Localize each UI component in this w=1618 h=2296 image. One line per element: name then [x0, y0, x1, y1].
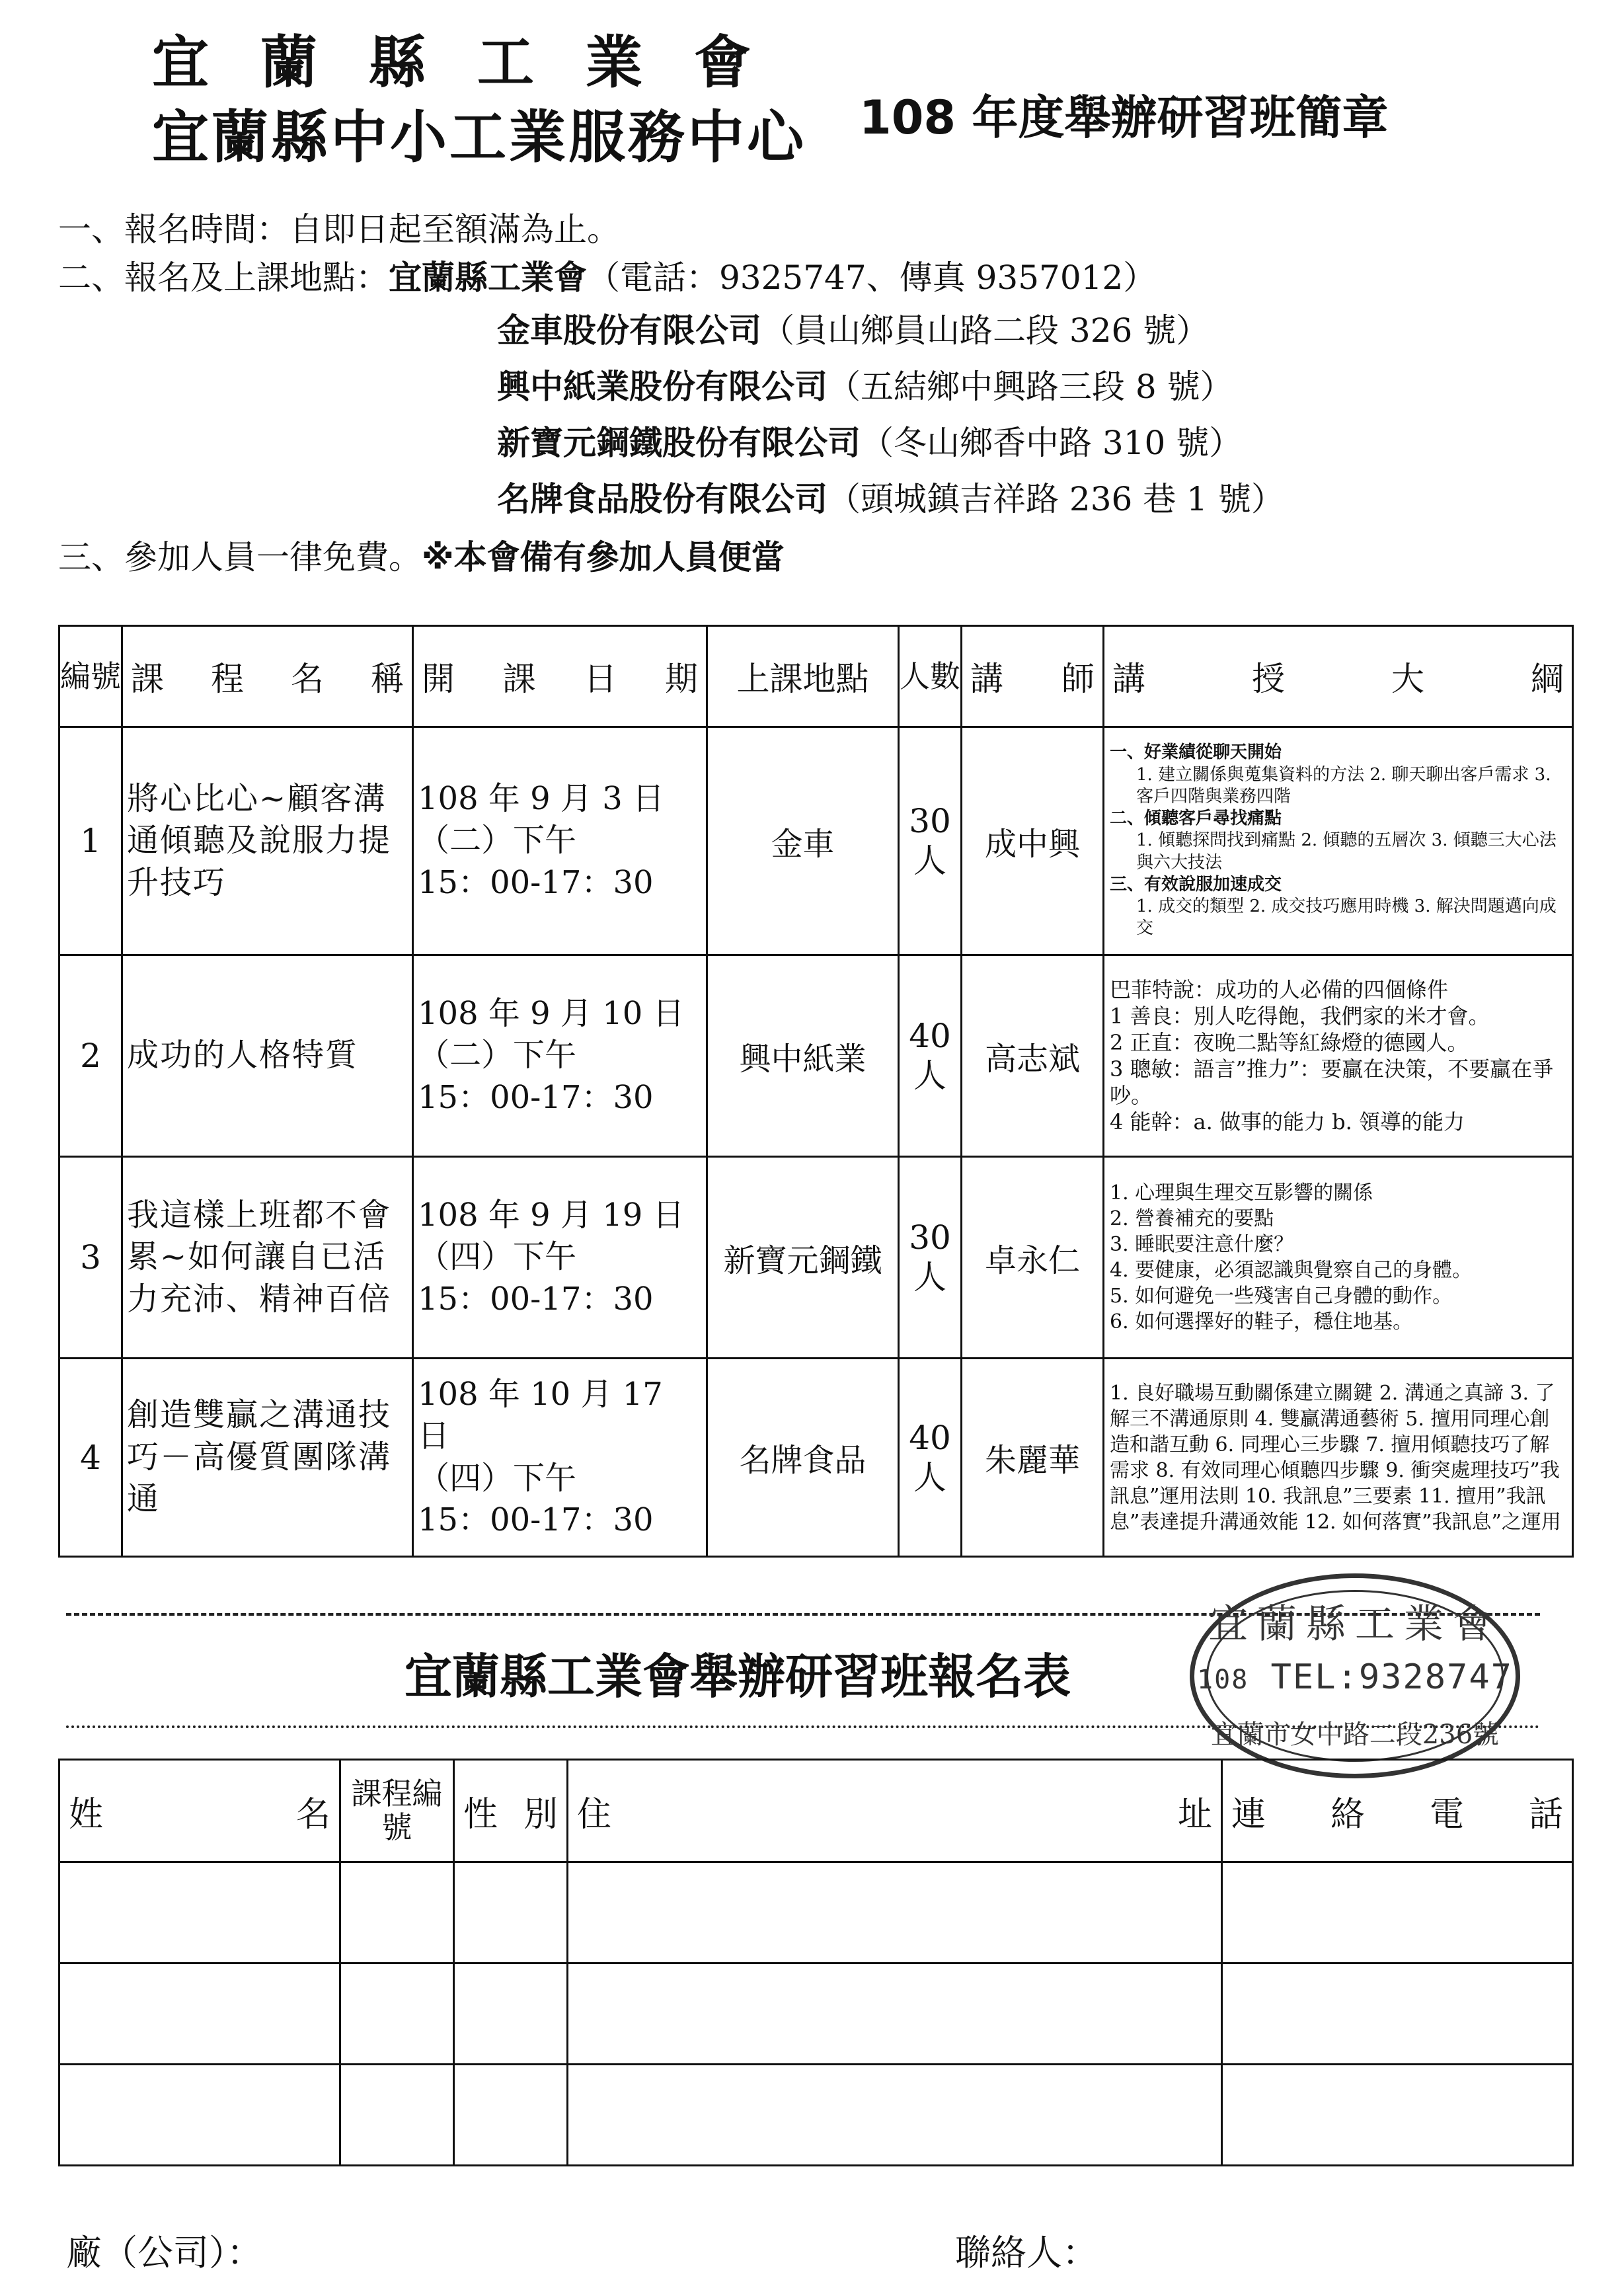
outline-line: 4 能幹：a. 做事的能力 b. 領導的能力	[1110, 1109, 1465, 1134]
course-count: 30 人	[899, 1157, 962, 1359]
course-count: 30 人	[899, 727, 962, 955]
course-teacher: 朱麗華	[962, 1359, 1104, 1557]
outline-line: 三、有效說服加速成交	[1110, 874, 1282, 894]
course-date: 108 年 10 月 17 日 （四）下午 15：00-17：30	[413, 1359, 707, 1557]
course-name: 將心比心~顧客溝通傾聽及說服力提升技巧	[122, 727, 413, 955]
seal-phone: 108 TEL:9328747	[1197, 1657, 1513, 1697]
header-location: 上課地點	[707, 626, 899, 727]
outline-line: 4. 要健康，必須認識與覺察自己的身體。	[1110, 1259, 1473, 1282]
course-name: 創造雙贏之溝通技巧－高優質團隊溝通	[122, 1359, 413, 1557]
seal-address: 宜蘭市女中路二段236號	[1210, 1720, 1500, 1750]
participation-note	[58, 538, 785, 576]
outline-line: 1. 良好職場互動關係建立關鍵 2. 溝通之真諦 3. 了解三不溝通原則 4. 雙贏溝通藝術 5. 擅用同理心創造和諧互動 6. 同理心三步驟 7. 擅用傾聽技巧了解需求 8. 有效同理心傾聽四步驟 9. 衝突處理技巧”我訊息”運用法則 10. 我訊息”三要素 11. 擅用”我訊息”表達提升溝通效能 12. 如何落實”我訊息”之運用	[1110, 1381, 1561, 1534]
venue-2	[497, 368, 1233, 406]
outline-line: 2. 營養補充的要點	[1110, 1207, 1274, 1230]
form-header-name: 姓 名	[59, 1760, 340, 1862]
venue-3-detail: （冬山鄉香中路 310 號）	[861, 424, 1243, 462]
company-label: 廠（公司）：	[66, 2232, 262, 2274]
form-row[interactable]	[59, 1862, 1573, 1963]
course-num-cell[interactable]	[340, 1963, 454, 2065]
course-date: 108 年 9 月 19 日 （四）下午 15：00-17：30	[413, 1157, 707, 1359]
course-name: 我這樣上班都不會累~如何讓自已活力充沛、精神百倍	[122, 1157, 413, 1359]
course-outline	[1104, 727, 1573, 955]
outline-line: 1. 傾聽探問找到痛點 2. 傾聽的五層次 3. 傾聽三大心法與六大技法	[1136, 830, 1557, 873]
course-num-cell[interactable]	[340, 2065, 454, 2166]
address-cell[interactable]	[568, 1963, 1222, 2065]
venue-3	[497, 424, 1243, 462]
header-outline: 講 授 大 綱	[1104, 626, 1573, 727]
gender-cell[interactable]	[454, 2065, 568, 2166]
venue-1-detail: （員山鄉員山路二段 326 號）	[761, 311, 1210, 350]
outline-line: 5. 如何避免一些殘害自己身體的動作。	[1110, 1285, 1453, 1308]
table-row	[59, 727, 1573, 955]
course-num: 4	[59, 1359, 122, 1557]
course-num: 2	[59, 955, 122, 1157]
venue-3-name: 新寶元鋼鐵股份有限公司	[497, 424, 861, 462]
course-outline	[1104, 955, 1573, 1157]
address-cell[interactable]	[568, 2065, 1222, 2166]
name-cell[interactable]	[59, 1963, 340, 2065]
org-name-line1: 宜蘭縣工業會	[152, 30, 802, 96]
org-name-line2: 宜蘭縣中小工業服務中心	[152, 104, 806, 171]
form-title: 宜蘭縣工業會舉辦研習班報名表	[404, 1649, 1071, 1704]
name-cell[interactable]	[59, 2065, 340, 2166]
form-header-row	[59, 1760, 1573, 1862]
table-row	[59, 955, 1573, 1157]
course-outline	[1104, 1359, 1573, 1557]
venue-prefix: 二、報名及上課地點：	[58, 258, 389, 297]
header-name: 課 程 名 稱	[122, 626, 413, 727]
outline-line: 1. 成交的類型 2. 成交技巧應用時機 3. 解決問題邁向成交	[1136, 896, 1557, 939]
seal-org-name: 宜蘭縣工業會	[1208, 1601, 1502, 1647]
phone-cell[interactable]	[1222, 2065, 1573, 2166]
venue-1	[497, 311, 1210, 350]
contact-label: 聯絡人：	[955, 2232, 1098, 2274]
venue-1-name: 金車股份有限公司	[497, 311, 761, 350]
lunch-note: ※本會備有參加人員便當	[422, 538, 785, 576]
gender-cell[interactable]	[454, 1963, 568, 2065]
outline-line: 3 聰敏：語言”推力”：要贏在決策，不要贏在爭吵。	[1110, 1056, 1554, 1108]
venue-intro	[58, 258, 1157, 297]
outline-line: 3. 睡眠要注意什麼？	[1110, 1233, 1294, 1256]
gender-cell[interactable]	[454, 1862, 568, 1963]
header-teacher: 講 師	[962, 626, 1104, 727]
name-cell[interactable]	[59, 1862, 340, 1963]
course-num: 3	[59, 1157, 122, 1359]
course-count: 40 人	[899, 955, 962, 1157]
form-header-phone: 連 絡 電 話	[1222, 1760, 1573, 1862]
header-num: 編號	[59, 626, 122, 727]
course-count: 40 人	[899, 1359, 962, 1557]
course-location: 興中紙業	[707, 955, 899, 1157]
header-date: 開 課 日 期	[413, 626, 707, 727]
registration-time: 一、報名時間：自即日起至額滿為止。	[58, 210, 620, 249]
venue-0-name: 宜蘭縣工業會	[389, 258, 587, 297]
course-teacher: 卓永仁	[962, 1157, 1104, 1359]
venue-4	[497, 480, 1284, 518]
venue-4-name: 名牌食品股份有限公司	[497, 480, 828, 518]
outline-line: 二、傾聽客戶尋找痛點	[1110, 809, 1282, 829]
venue-2-name: 興中紙業股份有限公司	[497, 368, 828, 406]
phone-cell[interactable]	[1222, 1963, 1573, 2065]
form-header-course-num: 課程編號	[340, 1760, 454, 1862]
venue-4-detail: （頭城鎮吉祥路 236 巷 1 號）	[828, 480, 1284, 518]
address-cell[interactable]	[568, 1862, 1222, 1963]
table-row	[59, 1157, 1573, 1359]
course-outline	[1104, 1157, 1573, 1359]
course-location: 金車	[707, 727, 899, 955]
course-teacher: 高志斌	[962, 955, 1104, 1157]
course-date: 108 年 9 月 3 日 （二）下午 15：00-17：30	[413, 727, 707, 955]
course-num: 1	[59, 727, 122, 955]
course-location: 新寶元鋼鐵	[707, 1157, 899, 1359]
outline-line: 1. 建立關係與蒐集資料的方法 2. 聊天聊出客戶需求 3. 客戶四階與業務四階	[1136, 764, 1551, 807]
outline-line: 巴菲特說：成功的人必備的四個條件	[1110, 977, 1449, 1002]
outline-line: 1. 心理與生理交互影響的關係	[1110, 1181, 1373, 1205]
course-teacher: 成中興	[962, 727, 1104, 955]
registration-form-table	[58, 1759, 1574, 2166]
course-location: 名牌食品	[707, 1359, 899, 1557]
form-row[interactable]	[59, 1963, 1573, 2065]
form-header-gender: 性 別	[454, 1760, 568, 1862]
document-title: 108 年度舉辦研習班簡章	[859, 91, 1389, 145]
header-count: 人數	[899, 626, 962, 727]
course-date: 108 年 9 月 10 日 （二）下午 15：00-17：30	[413, 955, 707, 1157]
table-row	[59, 1359, 1573, 1557]
outline-line: 一、好業績從聊天開始	[1110, 742, 1282, 763]
outline-line: 1 善良：別人吃得飽，我們家的米才會。	[1110, 1004, 1490, 1029]
course-table	[58, 625, 1574, 1558]
outline-line: 2 正直：夜晚二點等紅綠燈的德國人。	[1110, 1030, 1469, 1055]
venue-2-detail: （五結鄉中興路三段 8 號）	[828, 368, 1233, 406]
course-header-row	[59, 626, 1573, 727]
official-seal	[1190, 1573, 1520, 1778]
free-note: 三、參加人員一律免費。	[58, 538, 422, 576]
venue-0-detail: （電話：9325747、傳真 9357012）	[587, 258, 1157, 297]
form-header-address: 住 址	[568, 1760, 1222, 1862]
phone-cell[interactable]	[1222, 1862, 1573, 1963]
course-num-cell[interactable]	[340, 1862, 454, 1963]
form-row[interactable]	[59, 2065, 1573, 2166]
outline-line: 6. 如何選擇好的鞋子，穩住地基。	[1110, 1310, 1413, 1333]
course-name: 成功的人格特質	[122, 955, 413, 1157]
